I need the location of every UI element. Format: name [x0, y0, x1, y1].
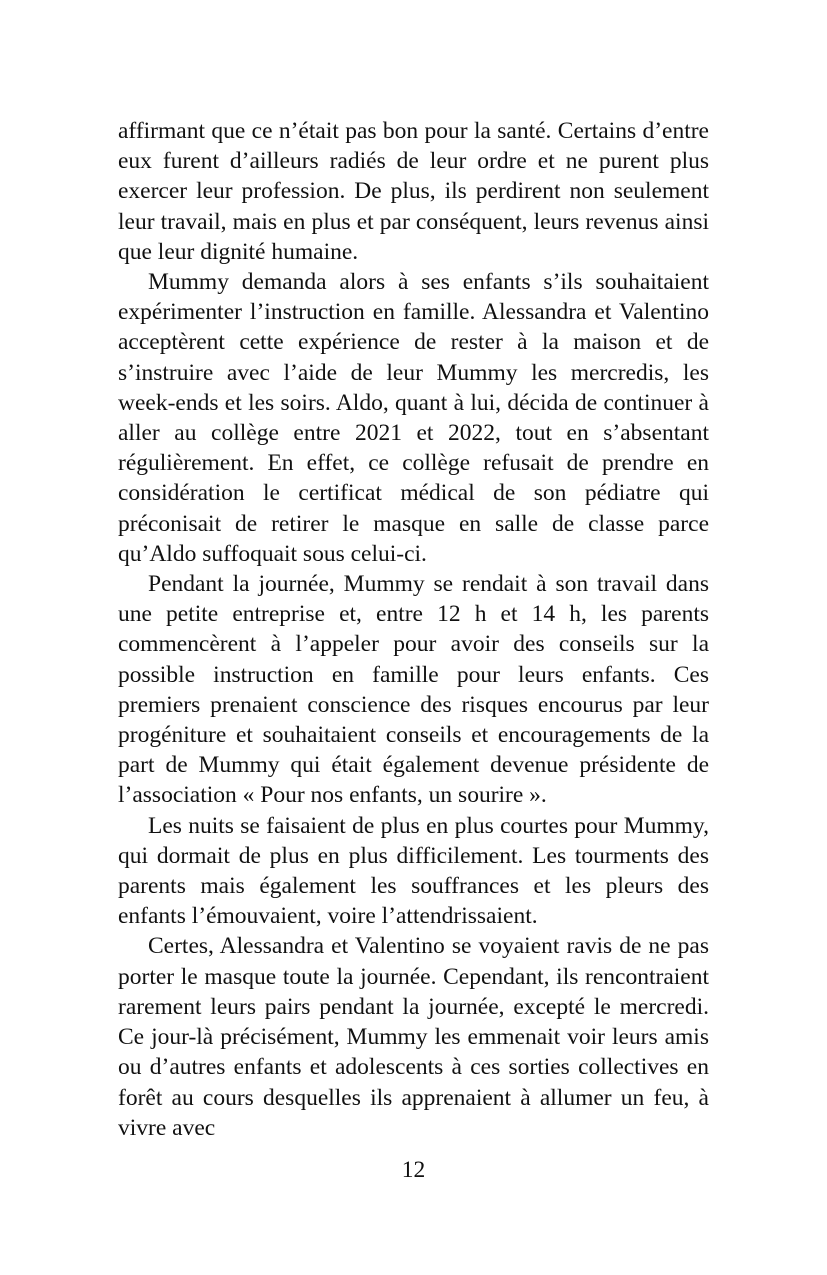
paragraph-2: Mummy demanda alors à ses enfants s’ils souhaitaient expérimenter l’instruction en famille. Alessandra et Valentino acceptèrent cette expérience de rester à la maison et de s’instruire avec l’aide de leur Mummy les mercredis, les week-ends et les soirs. Aldo, quant à lui, décida de continuer à aller au collège entre 2021 et 2022, tout en s’absentant régulièrement. En effet, ce collège refusait de prendre en considération le certificat médical de son pédiatre qui préconisait de retirer le masque en salle de classe parce qu’Aldo suffoquait sous celui-ci. — [118, 269, 709, 567]
paragraph-5: Certes, Alessandra et Valentino se voyaient ravis de ne pas porter le masque toute la journée. Cependant, ils rencontraient rarement leurs pairs pendant la journée, excepté le mercredi. Ce jour-là précisément, Mummy les emmenait voir leurs amis ou d’autres enfants et adolescents à ces sorties collectives en forêt au cours desquelles ils apprenaient à allumer un feu, à vivre avec — [118, 933, 709, 1141]
page-number: 12 — [401, 1157, 426, 1183]
body-text — [118, 116, 709, 1143]
paragraph-1: affirmant que ce n’était pas bon pour la santé. Certains d’entre eux furent d’ailleurs radiés de leur ordre et ne purent plus exercer leur profession. De plus, ils perdirent non seulement leur travail, mais en plus et par conséquent, leurs revenus ainsi que leur dignité humaine. — [118, 118, 709, 265]
paragraph-3: Pendant la journée, Mummy se rendait à son travail dans une petite entreprise et, entre 12 h et 14 h, les parents commencèrent à l’appeler pour avoir des conseils sur la possible instruction en famille pour leurs enfants. Ces premiers prenaient conscience des risques encourus par leur progéniture et souhaitaient conseils et encouragements de la part de Mummy qui était également devenue présidente de l’association « Pour nos enfants, un sourire ». — [118, 571, 709, 809]
paragraph-4: Les nuits se faisaient de plus en plus courtes pour Mummy, qui dormait de plus en plus difficilement. Les tourments des parents mais également les souffrances et les pleurs des enfants l’émouvaient, voire l’attendrissaient. — [118, 812, 709, 930]
